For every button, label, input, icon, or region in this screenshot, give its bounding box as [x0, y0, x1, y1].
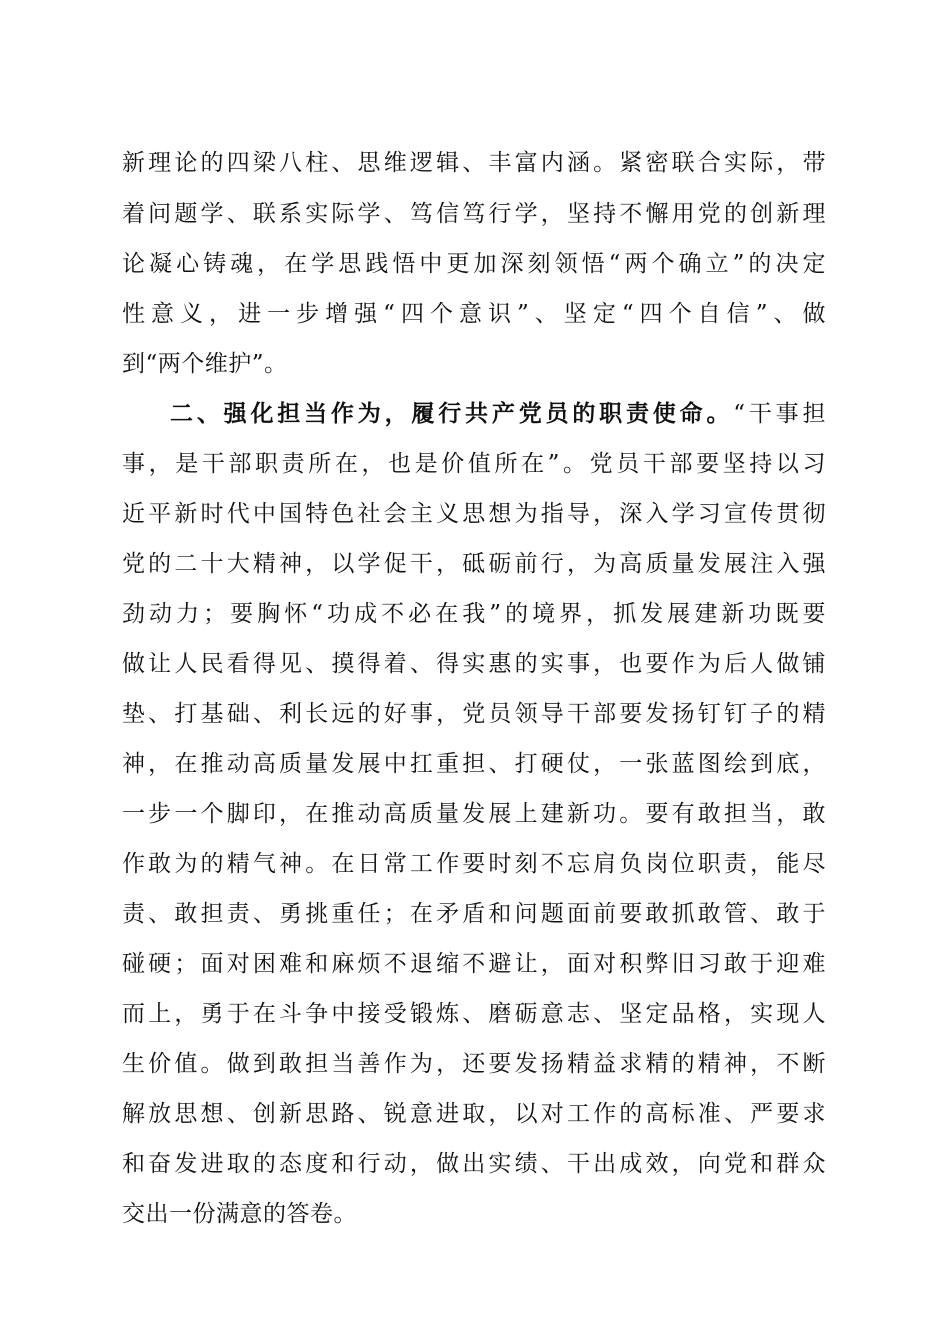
body-text-line: 做让人民看得见、摸得着、得实惠的实事，也要作为后人做铺 — [122, 651, 826, 677]
body-text-line: 着问题学、联系实际学、笃信笃行学，坚持不懈用党的创新理 — [122, 201, 826, 227]
body-text-line: 和奋发进取的态度和行动，做出实绩、干出成效，向党和群众 — [122, 1151, 826, 1177]
section-heading-line — [170, 396, 826, 432]
body-text-line: 性意义，进一步增强“四个意识”、坚定“四个自信”、做 — [122, 301, 826, 327]
body-text-line: 生价值。做到敢担当善作为，还要发扬精益求精的精神，不断 — [122, 1051, 826, 1077]
body-text-line: 一步一个脚印，在推动高质量发展上建新功。要有敢担当，敢 — [122, 801, 826, 827]
body-text-line: 神，在推动高质量发展中扛重担、打硬仗，一张蓝图绘到底， — [122, 751, 826, 777]
body-text-line: 而上，勇于在斗争中接受锻炼、磨砺意志、坚定品格，实现人 — [122, 1001, 826, 1027]
body-text-line: 到“两个维护”。 — [122, 351, 288, 377]
body-text-line: 碰硬；面对困难和麻烦不退缩不避让，面对积弊旧习敢于迎难 — [122, 951, 826, 977]
body-text-line: 论凝心铸魂，在学思践悟中更加深刻领悟“两个确立”的决定 — [122, 251, 826, 277]
body-text-fragment: “干事担 — [733, 401, 827, 427]
body-text-line: 作敢为的精气神。在日常工作要时刻不忘肩负岗位职责，能尽 — [122, 851, 826, 877]
body-text-line: 垫、打基础、利长远的好事，党员领导干部要发扬钉钉子的精 — [122, 701, 826, 727]
body-text-line: 解放思想、创新思路、锐意进取，以对工作的高标准、严要求 — [122, 1101, 826, 1127]
body-text-line: 劲动力；要胸怀“功成不必在我”的境界，抓发展建新功既要 — [122, 601, 826, 627]
body-text-line: 交出一份满意的答卷。 — [122, 1201, 357, 1227]
body-text-line: 事，是干部职责所在，也是价值所在”。党员干部要坚持以习 — [122, 451, 826, 477]
body-text-line: 党的二十大精神，以学促干，砥砺前行，为高质量发展注入强 — [122, 551, 826, 577]
body-text-line: 责、敢担责、勇挑重任；在矛盾和问题面前要敢抓敢管、敢于 — [122, 901, 826, 927]
section-heading: 二、强化担当作为，履行共产党员的职责使命。 — [170, 401, 734, 427]
body-text-line: 新理论的四梁八柱、思维逻辑、丰富内涵。紧密联合实际，带 — [122, 150, 826, 176]
body-text-line: 近平新时代中国特色社会主义思想为指导，深入学习宣传贯彻 — [122, 501, 826, 527]
